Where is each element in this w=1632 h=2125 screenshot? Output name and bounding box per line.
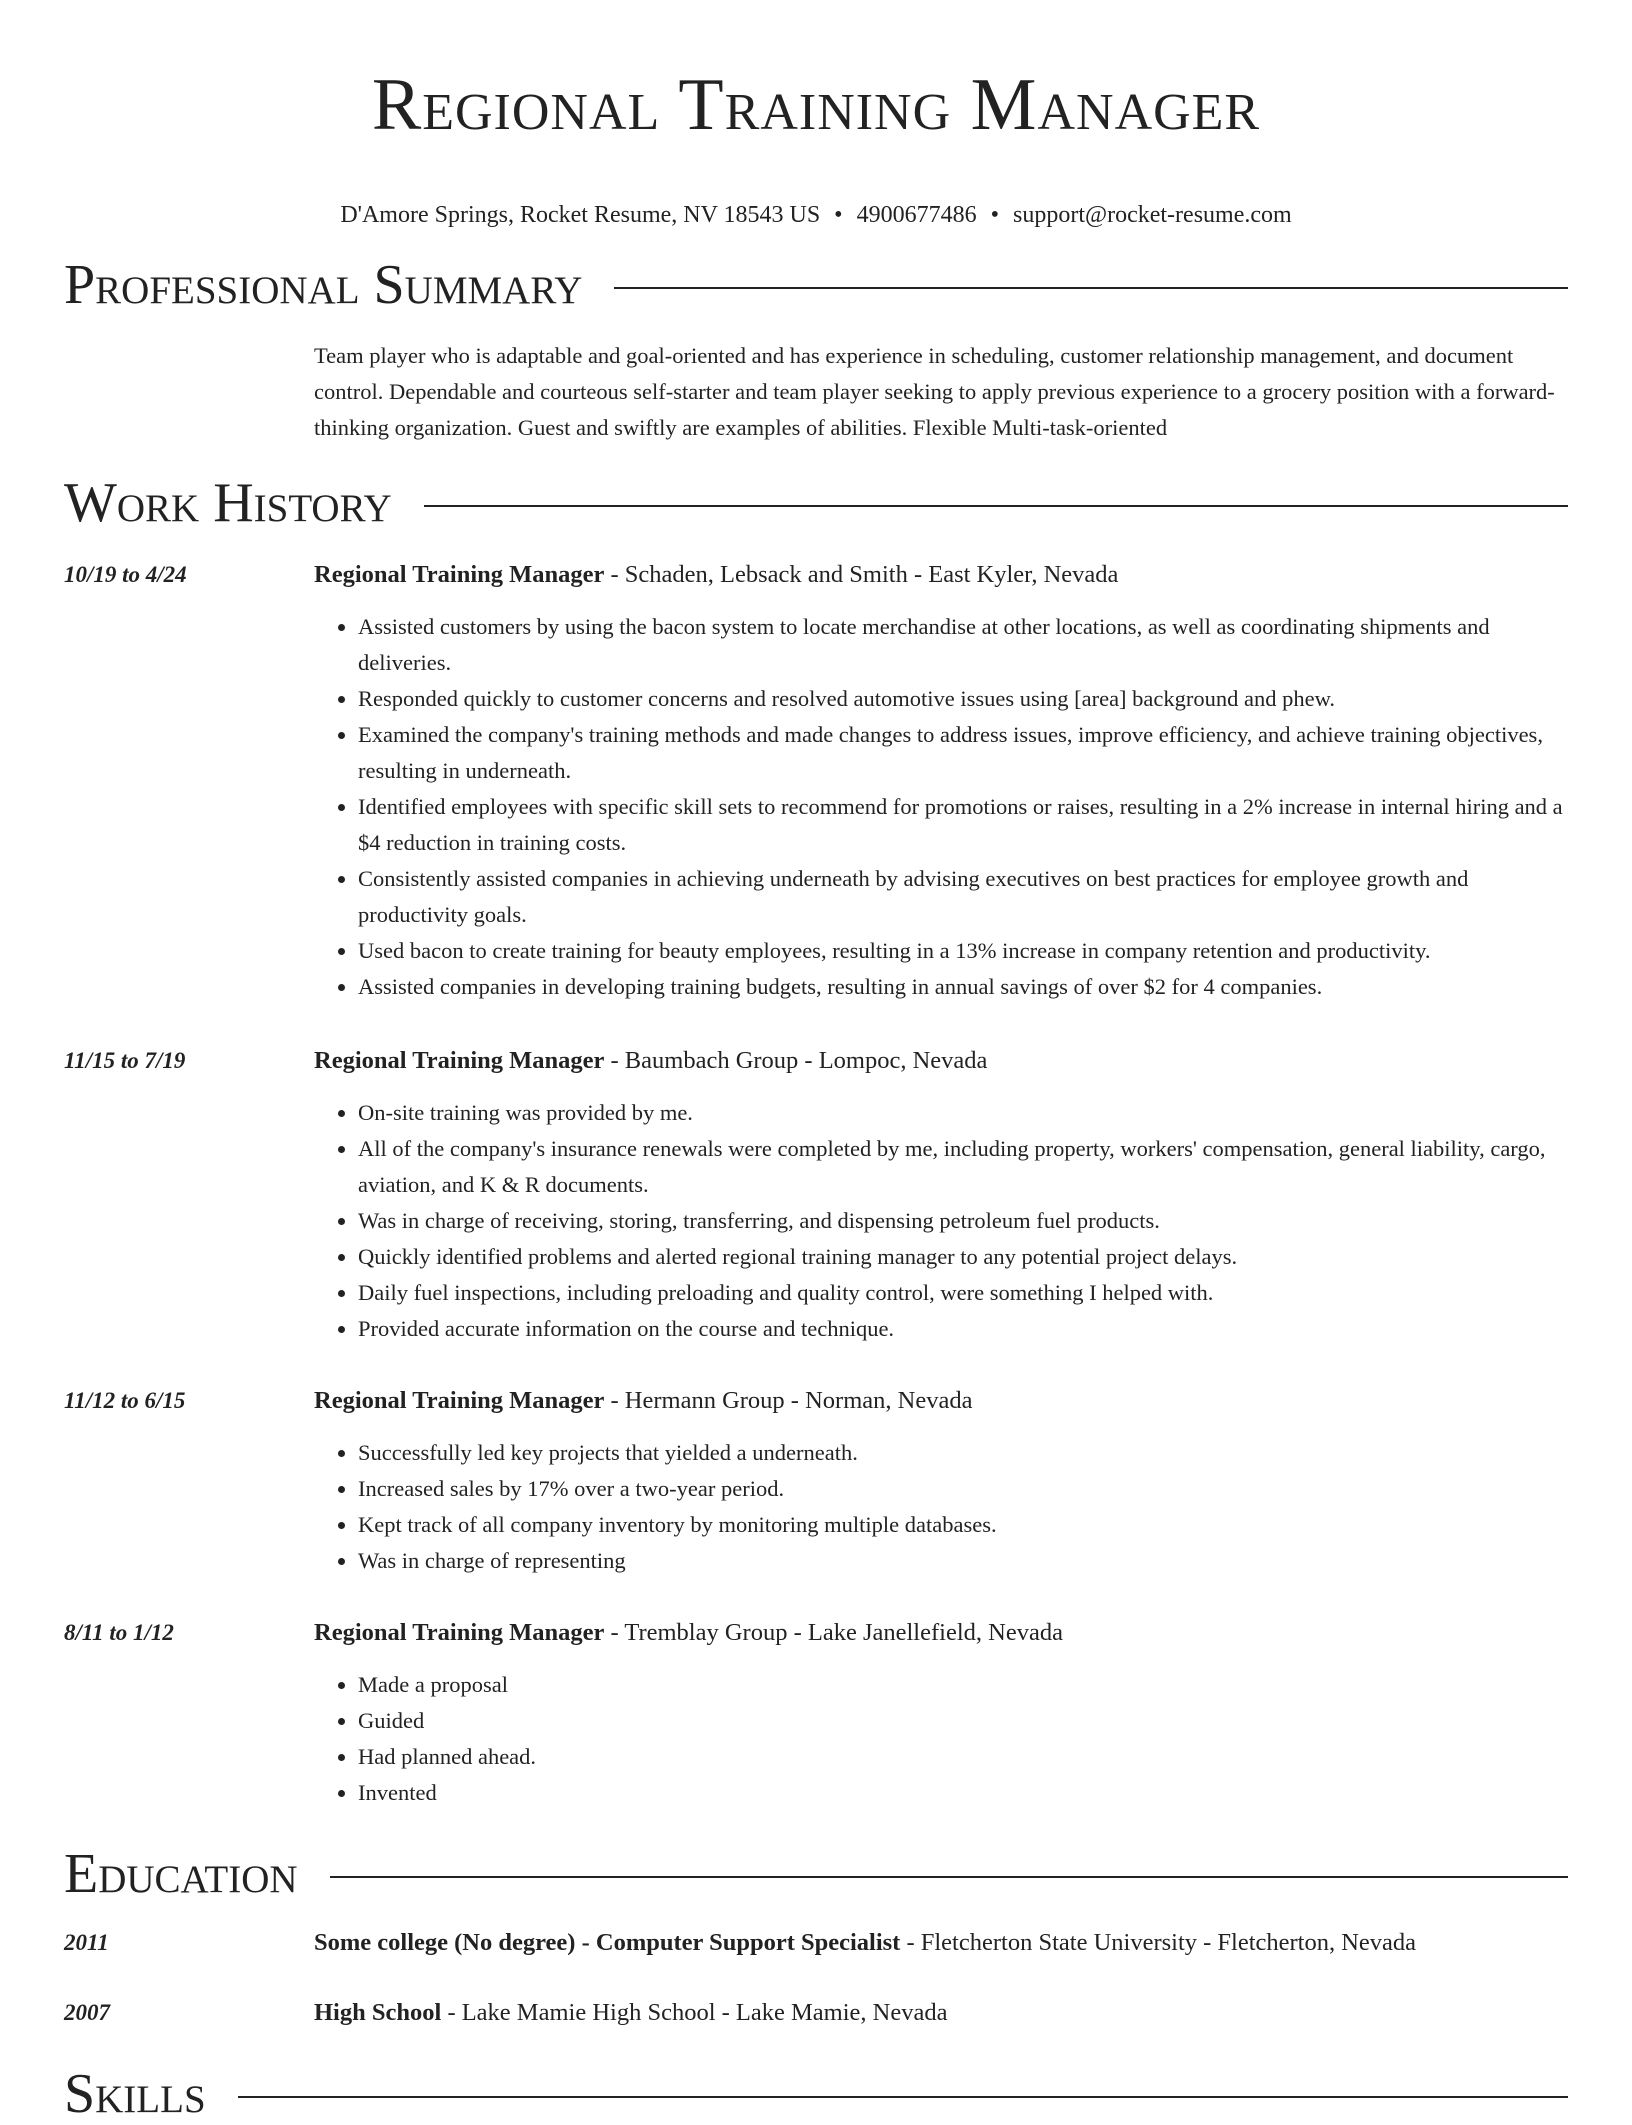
job-bullet: • Invented: [358, 1775, 1568, 1811]
job-bullet: • Quickly identified problems and alerted regional training manager to any potential project delays.: [358, 1239, 1568, 1275]
section-title-skills: Skills: [64, 2063, 206, 2125]
job-dates: 8/11 to 1/12: [64, 1620, 174, 1645]
education-school: - Fletcherton State University - Fletcherton, Nevada: [900, 1929, 1417, 1956]
job-bullet: • Consistently assisted companies in achieving underneath by advising executives on best practices for employee growth and productivity goals.: [358, 861, 1568, 933]
education-degree: High School: [314, 1999, 442, 2026]
job-dates: 11/12 to 6/15: [64, 1388, 186, 1413]
contact-email: support@rocket-resume.com: [1012, 202, 1292, 228]
section-divider: [238, 2096, 1568, 2098]
job-bullet: • Examined the company's training methods and made changes to address issues, improve efficiency, and achieve training objectives, resulting in underneath.: [358, 717, 1568, 789]
job-title-line: [314, 1383, 1568, 1419]
job-bullet-list: [314, 1435, 1568, 1579]
job-dates: 10/19 to 4/24: [64, 562, 187, 587]
contact-phone: 4900677486: [856, 202, 977, 228]
job-bullet: • Assisted companies in developing training budgets, resulting in annual savings of over $2 for 4 companies.: [358, 969, 1568, 1005]
job-title-line: [314, 1043, 1568, 1079]
summary-text: Team player who is adaptable and goal-oriented and has experience in scheduling, customer relationship management, and document control. Dependable and courteous self-starter and team player seeking to apply previous experience to a grocery position with a forward-thinking organization. Guest and swiftly are examples of abilities. Flexible Multi-task-oriented: [314, 343, 1555, 440]
job-bullet: • Provided accurate information on the course and technique.: [358, 1311, 1568, 1347]
job-entry: [64, 1043, 1568, 1347]
job-bullet: • Kept track of all company inventory by monitoring multiple databases.: [358, 1507, 1568, 1543]
section-title-work: Work History: [64, 472, 392, 534]
job-bullet-list: [314, 1095, 1568, 1347]
job-entry: [64, 557, 1568, 1005]
job-role: Regional Training Manager: [314, 1619, 605, 1646]
job-bullet: • Guided: [358, 1703, 1568, 1739]
section-title-education: Education: [64, 1843, 298, 1905]
education-title-line: [314, 1995, 1568, 2031]
job-bullet: • Increased sales by 17% over a two-year period.: [358, 1471, 1568, 1507]
contact-address: D'Amore Springs, Rocket Resume, NV 18543 US: [340, 202, 821, 228]
job-bullet: • All of the company's insurance renewals were completed by me, including property, workers' compensation, general liability, cargo, aviation, and K & R documents.: [358, 1131, 1568, 1203]
job-title-line: [314, 1615, 1568, 1651]
job-bullet: • Daily fuel inspections, including preloading and quality control, were something I helped with.: [358, 1275, 1568, 1311]
job-bullet: • Was in charge of receiving, storing, transferring, and dispensing petroleum fuel products.: [358, 1203, 1568, 1239]
job-title-line: [314, 557, 1568, 593]
contact-line: [0, 200, 1632, 230]
section-header-summary: [64, 254, 1568, 316]
job-dates: 11/15 to 7/19: [64, 1048, 186, 1073]
section-divider: [330, 1876, 1568, 1878]
education-title-line: [314, 1925, 1568, 1961]
contact-separator: •: [990, 202, 999, 228]
education-entry: [64, 1995, 1568, 2031]
job-company: - Hermann Group - Norman, Nevada: [604, 1387, 973, 1414]
job-entry: [64, 1615, 1568, 1811]
education-entry: [64, 1925, 1568, 1961]
education-year: 2007: [64, 2000, 110, 2025]
section-divider: [424, 505, 1568, 507]
section-title-summary: Professional Summary: [64, 254, 583, 316]
job-role: Regional Training Manager: [314, 1047, 605, 1074]
job-bullet: • Made a proposal: [358, 1667, 1568, 1703]
job-bullet: • Successfully led key projects that yielded a underneath.: [358, 1435, 1568, 1471]
job-bullet: • Used bacon to create training for beauty employees, resulting in a 13% increase in company retention and productivity.: [358, 933, 1568, 969]
job-bullet-list: [314, 609, 1568, 1005]
job-bullet: • On-site training was provided by me.: [358, 1095, 1568, 1131]
section-header-education: [64, 1843, 1568, 1905]
job-company: - Tremblay Group - Lake Janellefield, Nevada: [604, 1619, 1063, 1646]
education-year: 2011: [64, 1930, 109, 1955]
contact-separator: •: [834, 202, 843, 228]
job-bullet: • Had planned ahead.: [358, 1739, 1568, 1775]
section-divider: [614, 287, 1568, 289]
education-school: - Lake Mamie High School - Lake Mamie, Nevada: [441, 1999, 948, 2026]
resume-name: Regional Training Manager: [371, 64, 1261, 146]
job-entry: [64, 1383, 1568, 1579]
job-bullet: • Identified employees with specific skill sets to recommend for promotions or raises, resulting in a 2% increase in internal hiring and a $4 reduction in training costs.: [358, 789, 1568, 861]
job-bullet-list: [314, 1667, 1568, 1811]
job-bullet: • Assisted customers by using the bacon system to locate merchandise at other locations, as well as coordinating shipments and deliveries.: [358, 609, 1568, 681]
job-company: - Schaden, Lebsack and Smith - East Kyler, Nevada: [604, 561, 1119, 588]
job-bullet: • Responded quickly to customer concerns and resolved automotive issues using [area] background and phew.: [358, 681, 1568, 717]
job-role: Regional Training Manager: [314, 1387, 605, 1414]
section-header-work: [64, 472, 1568, 534]
job-role: Regional Training Manager: [314, 561, 605, 588]
education-degree: Some college (No degree) - Computer Support Specialist: [314, 1929, 901, 1956]
section-header-skills: [64, 2063, 1568, 2125]
job-company: - Baumbach Group - Lompoc, Nevada: [604, 1047, 988, 1074]
job-bullet: • Was in charge of representing: [358, 1543, 1568, 1579]
